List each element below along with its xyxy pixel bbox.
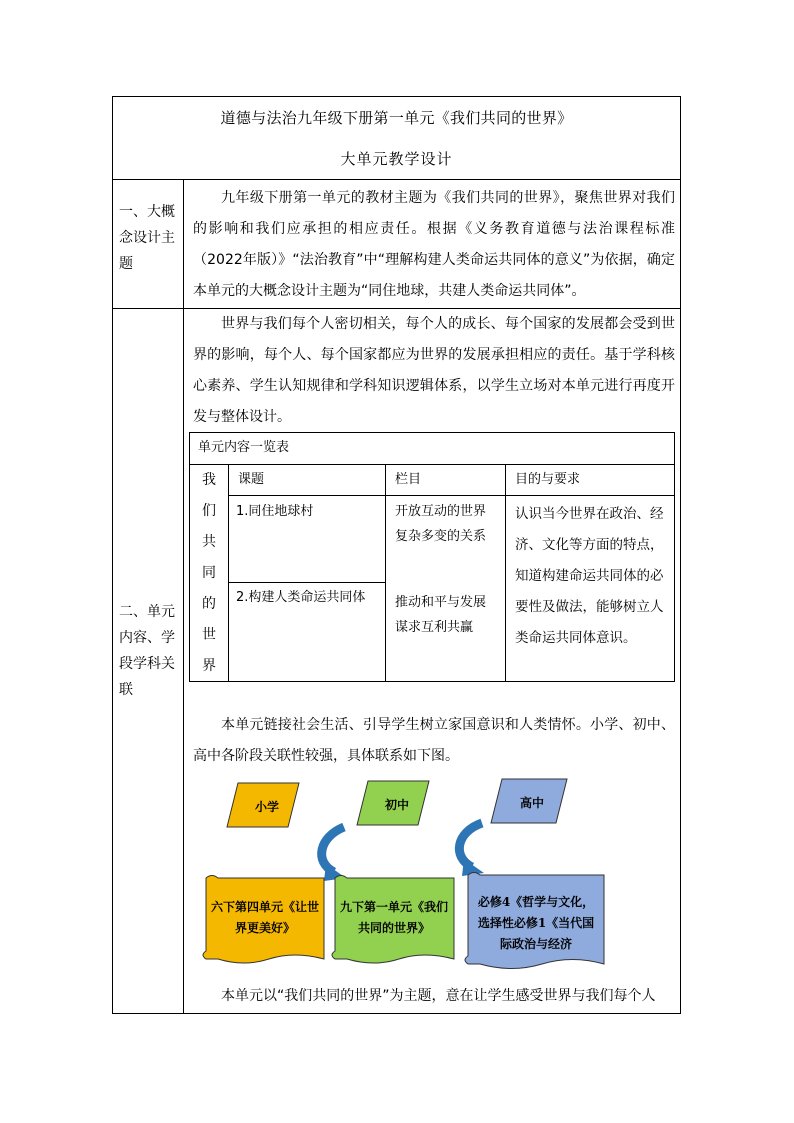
stage-middle-label: 初中 <box>384 798 409 812</box>
unit-name-char: 我 <box>202 472 216 488</box>
lesson2-column-1: 推动和平与发展 <box>395 595 487 610</box>
section2-link-paragraph: 本单元链接社会生活、引导学生树立家国意识和人类情怀。小学、初中、高中各阶段关联性较强，具体联系如下图。 <box>193 717 675 764</box>
lesson2-column-2: 谋求互利共赢 <box>395 620 474 635</box>
table-line <box>190 464 674 465</box>
unit-name-char: 界 <box>202 658 216 674</box>
book-high-label: 必修4《哲学与文化，选择性必修1《当代国际政治与经济 <box>477 895 595 951</box>
stage-high-label: 高中 <box>519 796 544 810</box>
table-line <box>228 495 674 496</box>
table-line <box>505 464 506 681</box>
document-subtitle: 大单元教学设计 <box>340 150 453 168</box>
section1-paragraph: 九年级下册第一单元的教材主题为《我们共同的世界》，聚焦世界对我们的影响和我们应承担的相应责任。根据《义务教育道德与法治课程标准（2022年版）》“法治教育”中“理解构建人类命运共同体的意义”为依据，确定本单元的大概念设计主题为“同住地球，共建人类命运共同体”。 <box>193 190 675 299</box>
table-line <box>228 464 229 681</box>
lesson1-column-2: 复杂多变的关系 <box>395 529 487 544</box>
table-line <box>228 582 385 583</box>
unit-name-char: 们 <box>202 503 216 519</box>
header-column: 栏目 <box>395 472 422 487</box>
table-line <box>385 464 386 681</box>
lesson1-topic: 1.同住地球村 <box>236 504 314 519</box>
document-title: 道德与法治九年级下册第一单元《我们共同的世界》 <box>220 109 573 127</box>
curved-arrow-1 <box>322 827 344 872</box>
title-cell <box>113 97 680 180</box>
lesson2-topic: 2.构建人类命运共同体 <box>236 590 366 605</box>
header-goal: 目的与要求 <box>515 472 581 487</box>
section2-closing: 本单元以“我们共同的世界”为主题，意在让学生感受世界与我们每个人 <box>221 988 656 1004</box>
book-primary-label: 六下第四单元《让世界更美好》 <box>210 900 319 935</box>
unit-content-table <box>189 432 675 682</box>
section1-label: 一、大概念设计主题 <box>119 204 175 272</box>
unit-name-char: 世 <box>202 627 216 643</box>
unit-name-char: 同 <box>202 565 216 581</box>
curved-arrow-2 <box>459 823 482 867</box>
table-caption: 单元内容一览表 <box>198 440 290 455</box>
unit-name-char: 共 <box>202 534 216 550</box>
section2-label: 二、单元内容、学段学科关联 <box>119 604 175 698</box>
header-topic: 课题 <box>238 472 265 487</box>
stage-primary-label: 小学 <box>254 800 279 814</box>
lesson1-column-1: 开放互动的世界 <box>395 504 487 519</box>
document-table <box>112 96 681 1014</box>
goal-text: 认识当今世界在政治、经济、文化等方面的特点，知道构建命运共同体的必要性及做法，能够树立人类命运共同体意识。 <box>515 506 664 646</box>
book-middle-label: 九下第一单元《我们共同的世界》 <box>339 900 448 935</box>
section2-intro: 世界与我们每个人密切相关，每个人的成长、每个国家的发展都会受到世界的影响，每个人、每个国家都应为世界的发展承担相应的责任。基于学科核心素养、学生认知规律和学科知识逻辑体系，以学生立场对本单元进行再度开发与整体设计。 <box>193 316 675 425</box>
unit-name-char: 的 <box>202 596 216 612</box>
